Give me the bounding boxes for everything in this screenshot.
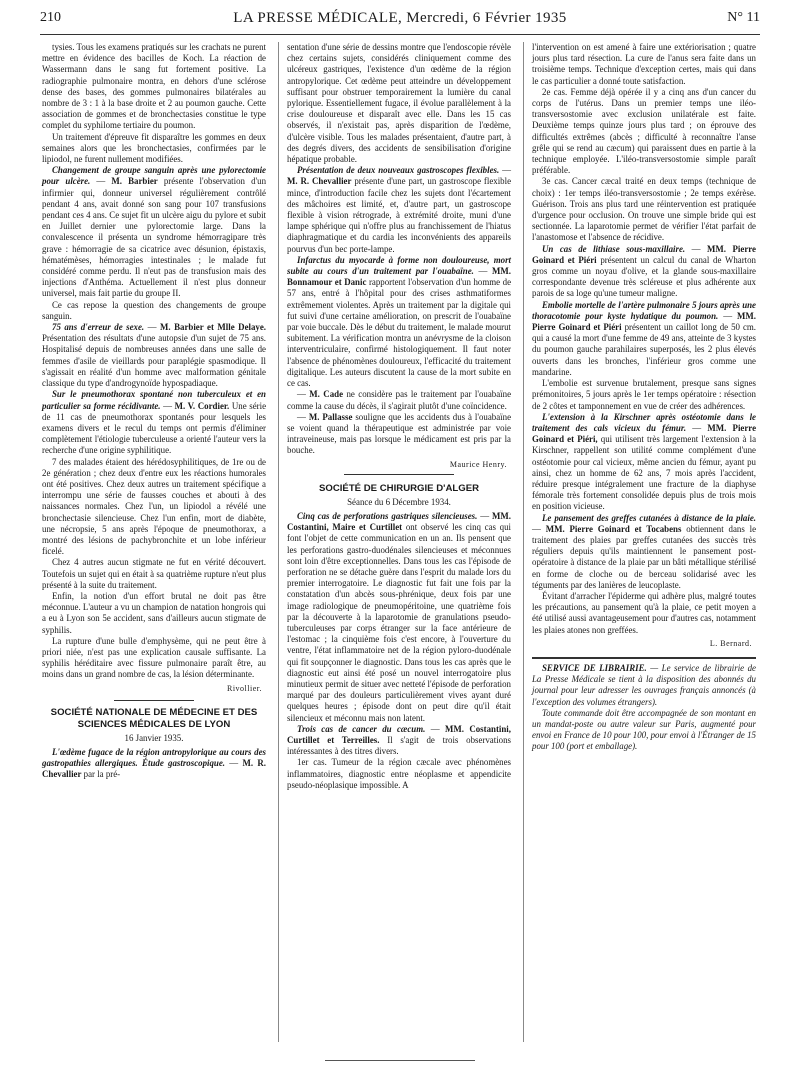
abstract-text: qui utilisent très largement l'extension à la Kirschner, rappellent son utilité comme complément d'une ostéotomie pour cal vicieux, même ancien du fémur, ayant pu ainsi, chez un homme de 62 ans, 7 mois après l'accident, réduire presque intégralement une fracture de la diaphyse fémorale très fortement consolidée depuis plus de trois mois en position vicieuse. (532, 434, 757, 512)
abstract-text: Une série de 11 cas de pneumothorax spontanés pour lesquels les examens divers et le recul du temps ont permis d'éliminer complètement l'étiologie tuberculeuse a orienté l'auteur vers la recherche d'une origine syphilitique. (42, 400, 267, 456)
abstract-author: MM. Costantini, Curtillet et Terreilles. (287, 723, 511, 745)
abstract-title: Embolie mortelle de l'artère pulmonaire 5 jours après une thoracotomie pour kyste hydatique du poumon. (532, 299, 756, 321)
abstract: Changement de groupe sanguin après une pylorectomie pour ulcère. — M. Barbier présente l'observation d'un infirmier qui, donneur universel régulièrement contrôlé pendant 4 ans, avait donné son sang pour 107 transfusions pendant ces 4 ans. Ce sujet fit un ulcère aigu du pylore et subit en Juillet dernier une pylorectomie large. Dans la convalescence il présenta un syndrome hémorragipare très grave : hémorragie de sa cicatrice avec désunion, épistaxis, hématémèses, hémorragies intestinales ; le malade fut considéré comme perdu. Il n'eut pas de transfusion mais des injections d'Anthéma. Actuellement il n'est plus donneur universel, mais fait partie du groupe II. (42, 165, 267, 299)
abstract-author: MM. Pierre Goinard et Piéri (532, 243, 756, 265)
abstract-author: M. V. Cordier. (174, 400, 230, 411)
abstract-author: MM. Costantini, Maire et Curtillet (287, 510, 511, 533)
library-title: SERVICE DE LIBRAIRIE. (542, 662, 647, 673)
abstract-title: Le pansement des greffes cutanées à distance de la plaie. (542, 512, 756, 523)
abstract-text: présente l'observation d'un infirmier qui, donneur universel régulièrement contrôlé pendant 4 ans, avait donné son sang pour 107 transfusions pendant ces 4 ans. Ce sujet fit un ulcère aigu du pylore et subit en Juillet dernier une pylorectomie large. Dans la convalescence il présenta un syndrome hémorragipare très grave : hémorragie de sa cicatrice avec désunion, épistaxis, hématémèses, hémorragies intestinales ; le malade fut considéré comme perdu. Il n'eut pas de transfusion mais des injections d'Anthéma. Actuellement il n'est plus donneur universel, mais fait partie du groupe II. (42, 176, 267, 299)
abstract-author: M. R. Chevallier (42, 758, 267, 780)
paragraph: L'embolie est survenue brutalement, presque sans signes prémonitoires, 5 jours après le 1er temps opératoire : résection de 2 côtes et tamponnement en vue de créer des adhérences. (532, 378, 756, 411)
abstract-author: MM. Bonnamour et Danic (287, 266, 512, 288)
comment-text: ne considère pas le traitement par l'ouabaïne comme la cause du décès, il s'agirait plutôt d'une coïncidence. (287, 389, 512, 411)
abstract-title: Présentation de deux nouveaux gastroscopes flexibles. (297, 165, 500, 176)
abstract-text: obtiennent dans le traitement des plaies par greffes cutanées des succès très réguliers depuis qu'ils maintiennent le pansement post-opératoire à distance de la plaie par un bâti métallique stérilisé en forme de cloche ou de berceau solidarisé avec les téguments par des lanières de leucoplaste. (532, 523, 757, 590)
page-number: 210 (40, 10, 61, 25)
abstract-author: M. Barbier (111, 176, 158, 187)
abstract-text: présentent un calcul du canal de Wharton gros comme un noyau d'olive, et la glande sous-maxillaire correspondante devenue très scléreuse et plus adhérente aux parois de sa loge qu'une tumeur maligne. (532, 254, 756, 299)
abstract: L'œdème fugace de la région antropylorique au cours des gastropathies allergiques. Étude gastroscopique. — M. R. Chevallier par la pré- (42, 746, 267, 780)
library-notice: SERVICE DE LIBRAIRIE. — Le service de librairie de La Presse Médicale se tient à la disposition des abonnés du journal pour leur adresser les ouvrages français annoncés (à l'exception des volumes étrangers). (532, 662, 756, 707)
abstract: Trois cas de cancer du cæcum. — MM. Costantini, Curtillet et Terreilles. Il s'agit de trois observations intéressantes à des titres divers. (287, 723, 511, 757)
section-rule (344, 474, 454, 475)
paragraph: 1er cas. Tumeur de la région cæcale avec phénomènes inflammatoires, diagnostic entre néoplasme et appendicite pseudo-néoplasique impossible. A (287, 757, 511, 790)
paragraph: Un traitement d'épreuve fit disparaître les gommes en deux semaines alors que les bronchectasies, confirmées par le lipiodol, ne furent nullement modifiées. (42, 131, 266, 165)
footer-rule (325, 1060, 475, 1061)
signature: Rivollier. (227, 683, 262, 693)
abstract-author: MM. Pierre Goinard et Tocabens (545, 523, 682, 534)
abstract-title: Infarctus du myocarde à forme non douloureuse, mort subite au cours d'un traitement par l'ouabaïne. (287, 254, 511, 277)
abstract-text: par la pré- (83, 769, 121, 780)
paragraph: 7 des malades étaient des hérédosyphilitiques, de 1re ou de 2e génération ; chez deux d'entre eux les réactions humorales ont été positives. Chez deux autres un traitement spécifique a interrompu une série de fausses couches et abouti à des naissances normales. Chez l'un, un lipiodol a révélé une bronchectasie silencieuse. Chez l'un enfin, mort de diabète, une nécropsie, 5 ans après l'époque de pneumothorax, a montré des lésions de pachybronchite et un lobe inférieur ficelé. (42, 456, 266, 557)
column-2 (287, 42, 511, 791)
paragraph: — M. Pallasse souligne que les accidents dus à l'ouabaïne se voient quand la thérapeutique est administrée par voie intraveineuse, mais pas lorsque le médicament est pris par la bouche. (287, 411, 512, 456)
abstract-text: Il s'agit de trois observations intéressantes à des titres divers. (287, 734, 511, 757)
abstract: Sur le pneumothorax spontané non tuberculeux et en particulier sa forme récidivante. — M. V. Cordier. Une série de 11 cas de pneumothorax spontanés pour lesquels les examens divers et le recul du temps ont permis d'éliminer complètement l'étiologie tuberculeuse a orienté l'auteur vers la recherche d'une origine syphilitique. (42, 389, 267, 456)
paragraph: 3e cas. Cancer cæcal traité en deux temps (technique de choix) : 1er temps iléo-transversostomie ; 2e temps exérèse. Guérison. Trois ans plus tard une réintervention est pratiquée d'urgence pour occlusion. On trouve une simple bride qui est sectionnée. La laparotomie permet de vérifier l'état parfait de l'anastomose et l'absence de récidive. (532, 176, 756, 243)
library-rule (532, 657, 756, 659)
paragraph: La rupture d'une bulle d'emphysème, qui ne peut être à priori niée, n'est pas une explication causale suffisante. La syphilis héréditaire avec fissure pulmonaire paraît être, au moins dans un grand nombre de cas, la lésion déterminante. (42, 635, 266, 680)
comment-text: souligne que les accidents dus à l'ouabaïne se voient quand la thérapeutique est administrée par voie intraveineuse, mais pas lorsque le médicament est pris par la bouche. (287, 411, 512, 456)
column-divider (278, 42, 279, 1042)
abstract-author: MM. Pierre Goinard et Piéri, (532, 422, 757, 445)
abstract-author: M. Barbier et Mlle Delaye. (160, 322, 267, 333)
abstract-text: présentent un caillot long de 50 cm. qui a causé la mort d'une femme de 49 ans, atteinte de 3 kystes du poumon gauche parahilaires superposés, les 2 plus élevés ouverts dans les bronches, l'inférieur gros comme une mandarine. (532, 322, 756, 377)
abstract-author: M. R. Chevallier (287, 176, 352, 187)
paragraph: sentation d'une série de dessins montre que l'endoscopie révèle chez certains sujets, considérés cliniquement comme des ulcéreux gastriques, l'existence d'un œdème de la région antropylorique. Cet œdème peut atteindre un développement suffisant pour obstruer temporairement la lumière du canal pylorique. Essentiellement fugace, il évolue parallèlement à la crise douloureuse et disparaît avec elle. Dans les 15 cas observés, il n'existait pas, après disparition de l'œdème, d'ulcère visible. Tous les malades présentaient, d'autre part, à des degrés divers, des accidents de sensibilisation d'origine hépatique probable. (287, 42, 511, 165)
paragraph: Évitant d'arracher l'épiderme qui adhère plus, malgré toutes les précautions, au pansement qu'à la plaie, ce petit moyen a été utilisé aussi avantageusement pour d'autres cas, notamment les plaies atones non greffées. (532, 590, 756, 635)
abstract-title: Sur le pneumothorax spontané non tuberculeux et en particulier sa forme récidivante. (42, 389, 266, 411)
section-rule (114, 700, 194, 701)
abstract-text: rapportent l'observation d'un homme de 57 ans, entré à l'hôpital pour des crises asthmatiformes extrêmement violentes. Après un traitement par la digitale qui fut suivi d'une certaine amélioration, on prescrit de l'ouabaïne par voie buccale. Dès le début du traitement, le malade mourut subitement. La vérification montra un anévrysme de la cloison interventriculaire, confirmé histologiquement. Il faut noter l'absence de phénomènes douloureux, l'efficacité du traitement digitalique. Les auteurs discutent la cause de la mort subite en ce cas. (287, 277, 512, 389)
abstract: L'extension à la Kirschner après ostéotomie dans le traitement des cals vicieux du fémur. — MM. Pierre Goinard et Piéri, qui utilisent très largement l'extension à la Kirschner, rappellent son utilité comme complément d'une ostéotomie pour cal vicieux, même ancien du fémur, ayant pu ainsi, chez un homme de 62 ans, 7 mois après l'accident, réduire presque intégralement une fracture de la diaphyse fémorale très fortement consolidée depuis plus de trois mois en position vicieuse. (532, 411, 757, 512)
signature: Maurice Henry. (449, 459, 507, 469)
paragraph: l'intervention on est amené à faire une extériorisation ; quatre jours plus tard résection. La cure de l'anus sera faite dans un troisième temps. Technique d'exception certes, mais qui dans le cas particulier a donné toute satisfaction. (532, 42, 756, 86)
abstract: Infarctus du myocarde à forme non douloureuse, mort subite au cours d'un traitement par l'ouabaïne. — MM. Bonnamour et Danic rapportent l'observation d'un homme de 57 ans, entré à l'hôpital pour des crises asthmatiformes extrêmement violentes. Après un traitement par la digitale qui fut suivi d'une certaine amélioration, on prescrit de l'ouabaïne par voie buccale. Dès le début du traitement, le malade mourut subitement. La vérification montra un anévrysme de la cloison interventriculaire, confirmé histologiquement. Il faut noter l'absence de phénomènes douloureux, l'efficacité du traitement digitalique. Les auteurs discutent la cause de la mort subite en ce cas. (287, 254, 512, 389)
abstract: Présentation de deux nouveaux gastroscopes flexibles. — M. R. Chevallier présente d'une part, un gastroscope flexible mince, d'introduction facile chez les sujets dont l'écartement des mâchoires est limité, et, d'autre part, un gastroscope flexible à vision rétrograde, à extrémité droite, muni d'une lampe sphérique qui n'offre plus au franchissement de l'hiatus diaphragmatique et du cardia les inconvénients des appareils pourvus d'un bec porte-lampe. (287, 165, 512, 254)
abstract: Le pansement des greffes cutanées à distance de la plaie. — MM. Pierre Goinard et Tocabens obtiennent dans le traitement des plaies par greffes cutanées des succès très réguliers depuis qu'ils maintiennent le pansement post-opératoire à distance de la plaie par un bâti métallique stérilisé en forme de cloche ou de berceau solidarisé avec les téguments par des lanières de leucoplaste. (532, 512, 757, 590)
library-notice: Toute commande doit être accompagnée de son montant en un mandat-poste ou autre valeur sur Paris, augmenté pour envoi en France de 10 pour 100, pour envoi à l'Étranger de 15 pour 100 (port et emballage). (532, 707, 756, 752)
header-rule (40, 34, 760, 35)
paragraph: tysies. Tous les examens pratiqués sur les crachats ne purent mettre en évidence des bacilles de Koch. La réaction de Wassermann dans le sang fut fortement positive. La radiographie pulmonaire montra, en dehors d'une sclérose dense des bases, des gommes pulmonaires bilatérales au nombre de 3 : 1 à la base droite et 2 au poumon gauche. Cette association de gommes et de bronchectasies constitue le type complet du syphilome tertiaire du poumon. (42, 42, 266, 131)
abstract-title: Trois cas de cancer du cæcum. (297, 723, 426, 734)
column-1 (42, 42, 266, 781)
abstract-text: présente d'une part, un gastroscope flexible mince, d'introduction facile chez les sujets dont l'écartement des mâchoires est limité, et, d'autre part, un gastroscope flexible à vision rétrograde, à extrémité droite, muni d'une lampe sphérique qui n'offre plus au franchissement de l'hiatus diaphragmatique et du cardia les inconvénients des appareils pourvus d'un bec porte-lampe. (287, 176, 512, 254)
abstract: Embolie mortelle de l'artère pulmonaire 5 jours après une thoracotomie pour kyste hydatique du poumon. — MM. Pierre Goinard et Piéri présentent un caillot long de 50 cm. qui a causé la mort d'une femme de 49 ans, atteinte de 3 kystes du poumon gauche parahilaires superposés, les 2 plus élevés ouverts dans les bronches, l'inférieur gros comme une mandarine. (532, 299, 757, 377)
comment-author: M. Pallasse (308, 411, 353, 422)
abstract-title: Changement de groupe sanguin après une pylorectomie pour ulcère. (42, 165, 266, 187)
section-date: 16 Janvier 1935. (124, 732, 184, 743)
abstract-text: ont observé les cinq cas qui font l'objet de cette communication en un an. Ils pensent que les perforations gastro-duodénales silencieuses et méconnues sont loin d'être exceptionnelles. Dans tous les cas l'épisode de perforation ne se détache guère dans l'esprit du malade lors du premier interrogatoire. Le diagnostic fut fait une fois par la constatation d'un abcès sous-phrénique, deux fois par une image radiologique de pneumopéritoine, une quatrième fois par la découverte à la laparotomie de granulations pseudo-tuberculeuses par corps étranger sur la face antérieure de l'estomac ; la cinquième fois c'est encore, à l'ouverture du ventre, l'état inflammatoire net de la région pyloro-duodénale qui fit soupçonner le diagnostic. Dans tous les cas après que le diagnostic eut ainsi été posé un nouvel interrogatoire plus minutieux permit de situer avec netteté l'épisode de perforation marqué par des douleurs particulièrement vives ayant duré quelques heures ; épisode dont on peut dire qu'il était silencieux et méconnu mais non latent. (287, 522, 511, 723)
paragraph: 2e cas. Femme déjà opérée il y a cinq ans d'un cancer du corps de l'utérus. Dans un premier temps une iléo-transversostomie avec exclusion unilatérale est faite. Deuxième temps quinze jours plus tard ; on éprouve des difficultés extrêmes (abcès ; difficulté à reconnaître l'anse grêle qui se rend au cæcum) qui paraissent dues en partie à la technique employée. L'iléo-transversostomie simple paraît préférable. (532, 86, 756, 176)
abstract-text: Présentation des résultats d'une autopsie d'un sujet de 75 ans. Hospitalisé depuis de nombreuses années dans une salle de femmes d'asile de vieillards pour paraplégie spasmodique. Il s'agissait en réalité d'un homme avec malformation génitale classique du type d'androgynoïde hypospadiaque. (42, 333, 266, 389)
section-date: Séance du 6 Décembre 1934. (347, 496, 451, 507)
abstract-title: 75 ans d'erreur de sexe. (52, 322, 145, 333)
issue-number: N° 11 (727, 10, 760, 25)
abstract-author: MM. Pierre Goinard et Piéri (532, 310, 757, 333)
abstract-title: Un cas de lithiase sous-maxillaire. (542, 243, 686, 254)
paragraph: — M. Cade ne considère pas le traitement par l'ouabaïne comme la cause du décès, il s'agirait plutôt d'une coïncidence. (287, 389, 512, 411)
abstract: Un cas de lithiase sous-maxillaire. — MM. Pierre Goinard et Piéri présentent un calcul du canal de Wharton gros comme un noyau d'olive, et la glande sous-maxillaire correspondante devenue très scléreuse et plus adhérente aux parois de sa loge qu'une tumeur maligne. (532, 243, 756, 299)
comment-author: M. Cade (309, 389, 344, 400)
paragraph: Ce cas repose la question des changements de groupe sanguin. (42, 299, 266, 321)
library-text: Le service de librairie de La Presse Médicale se tient à la disposition des abonnés du journal pour leur adresser les ouvrages français annoncés (à l'exception des volumes étrangers). (532, 662, 756, 707)
signature: L. Bernard. (709, 638, 752, 648)
section-title: SOCIÉTÉ DE CHIRURGIE D'ALGER (318, 482, 480, 494)
column-divider (523, 42, 524, 1042)
page-header (40, 10, 760, 32)
journal-title: LA PRESSE MÉDICALE, Mercredi, 6 Février 1935 (233, 10, 567, 26)
paragraph: Chez 4 autres aucun stigmate ne fut en vérité découvert. Toutefois un sujet qui en était à sa quatrième rupture n'eut plus présenté à la suite du traitement. (42, 557, 266, 590)
abstract: Cinq cas de perforations gastriques silencieuses. — MM. Costantini, Maire et Curtillet ont observé les cinq cas qui font l'objet de cette communication en un an. Ils pensent que les perforations gastro-duodénales silencieuses et méconnues sont loin d'être exceptionnelles. Dans tous les cas l'épisode de perforation ne se détache guère dans l'esprit du malade lors du premier interrogatoire. Le diagnostic fut fait une fois par la constatation d'un abcès sous-phrénique, deux fois par une image radiologique de pneumopéritoine, une quatrième fois par la découverte à la laparotomie de granulations pseudo-tuberculeuses par corps étranger sur la face antérieure de l'estomac ; la cinquième fois c'est encore, à l'ouverture du ventre, l'état inflammatoire net de la région pyloro-duodénale qui fit soupçonner le diagnostic. Dans tous les cas après que le diagnostic eut ainsi été posé un nouvel interrogatoire plus minutieux permit de situer avec netteté l'épisode de perforation marqué par des douleurs particulièrement vives ayant duré quelques heures ; épisode dont on peut dire qu'il était silencieux et méconnu mais non latent. (287, 510, 511, 723)
paragraph: Enfin, la notion d'un effort brutal ne doit pas être méconnue. L'auteur a vu un champion de natation hongrois qui a eu à Lyon son 5e accident, sans d'ailleurs aucun stigmate de syphilis. (42, 590, 266, 635)
abstract-title: L'œdème fugace de la région antropylorique au cours des gastropathies allergiques. Étude gastroscopique. (42, 746, 266, 769)
column-3 (532, 42, 756, 753)
abstract: 75 ans d'erreur de sexe. — M. Barbier et Mlle Delaye. Présentation des résultats d'une autopsie d'un sujet de 75 ans. Hospitalisé depuis de nombreuses années dans une salle de femmes d'asile de vieillards pour paraplégie spasmodique. Il s'agissait en réalité d'un homme avec malformation génitale classique du type d'androgynoïde hypospadiaque. (42, 322, 267, 389)
section-title: SOCIÉTÉ NATIONALE DE MÉDECINE ET DES SCIENCES MÉDICALES DE LYON (50, 706, 258, 730)
abstract-title: Cinq cas de perforations gastriques silencieuses. (297, 510, 478, 521)
abstract-title: L'extension à la Kirschner après ostéotomie dans le traitement des cals vicieux du fémur. (532, 411, 756, 433)
